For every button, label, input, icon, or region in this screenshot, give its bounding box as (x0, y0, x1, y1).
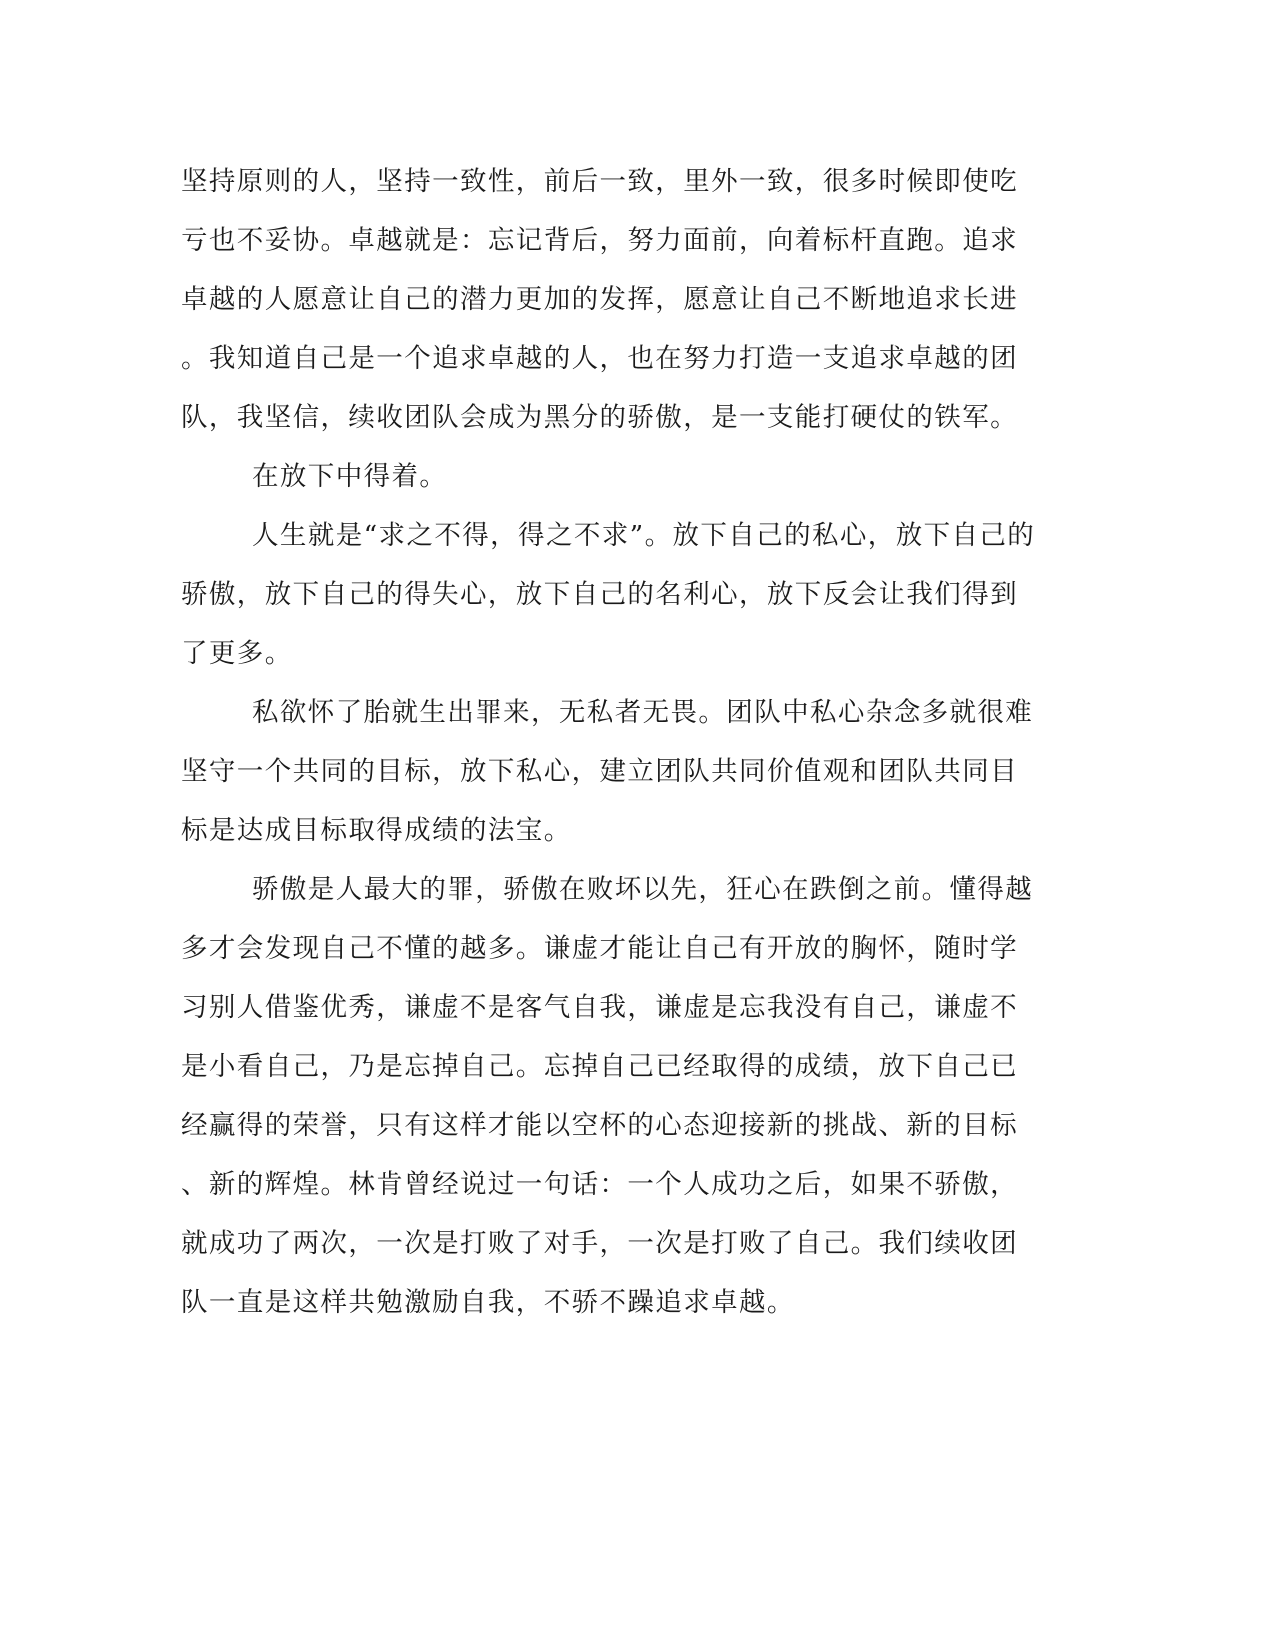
text-line: 。我知道自己是一个追求卓越的人，也在努力打造一支追求卓越的团 (181, 343, 1018, 374)
text-line: 标是达成目标取得成绩的法宝。 (181, 815, 572, 846)
text-line: 骄傲，放下自己的得失心，放下自己的名利心，放下反会让我们得到 (181, 579, 1018, 610)
text-line: 了更多。 (181, 638, 293, 669)
text-line: 私欲怀了胎就生出罪来，无私者无畏。团队中私心杂念多就很难 (252, 697, 1034, 728)
text-line: 多才会发现自己不懂的越多。谦虚才能让自己有开放的胸怀，随时学 (181, 933, 1018, 964)
text-line: 坚守一个共同的目标，放下私心，建立团队共同价值观和团队共同目 (181, 756, 1018, 787)
text-line: 、新的辉煌。林肯曾经说过一句话：一个人成功之后，如果不骄傲， (181, 1169, 1018, 1200)
text-line: 习别人借鉴优秀，谦虚不是客气自我，谦虚是忘我没有自己，谦虚不 (181, 992, 1018, 1023)
text-line: 队一直是这样共勉激励自我，不骄不躁追求卓越。 (181, 1287, 795, 1318)
text-line: 经赢得的荣誉，只有这样才能以空杯的心态迎接新的挑战、新的目标 (181, 1110, 1018, 1141)
text-line: 骄傲是人最大的罪，骄傲在败坏以先，狂心在跌倒之前。懂得越 (252, 874, 1034, 905)
text-line: 坚持原则的人，坚持一致性，前后一致，里外一致，很多时候即使吃 (181, 166, 1018, 197)
text-line: 就成功了两次，一次是打败了对手，一次是打败了自己。我们续收团 (181, 1228, 1018, 1259)
text-line: 亏也不妥协。卓越就是：忘记背后，努力面前，向着标杆直跑。追求 (181, 225, 1018, 256)
text-line: 是小看自己，乃是忘掉自己。忘掉自己已经取得的成绩，放下自己已 (181, 1051, 1018, 1082)
text-line: 人生就是“求之不得，得之不求”。放下自己的私心，放下自己的 (252, 520, 1036, 551)
section-heading: 在放下中得着。 (252, 461, 448, 492)
text-line: 队，我坚信，续收团队会成为黑分的骄傲，是一支能打硬仗的铁军。 (181, 402, 1018, 433)
text-line: 卓越的人愿意让自己的潜力更加的发挥，愿意让自己不断地追求长进 (181, 284, 1018, 315)
body-text (181, 152, 1041, 1332)
